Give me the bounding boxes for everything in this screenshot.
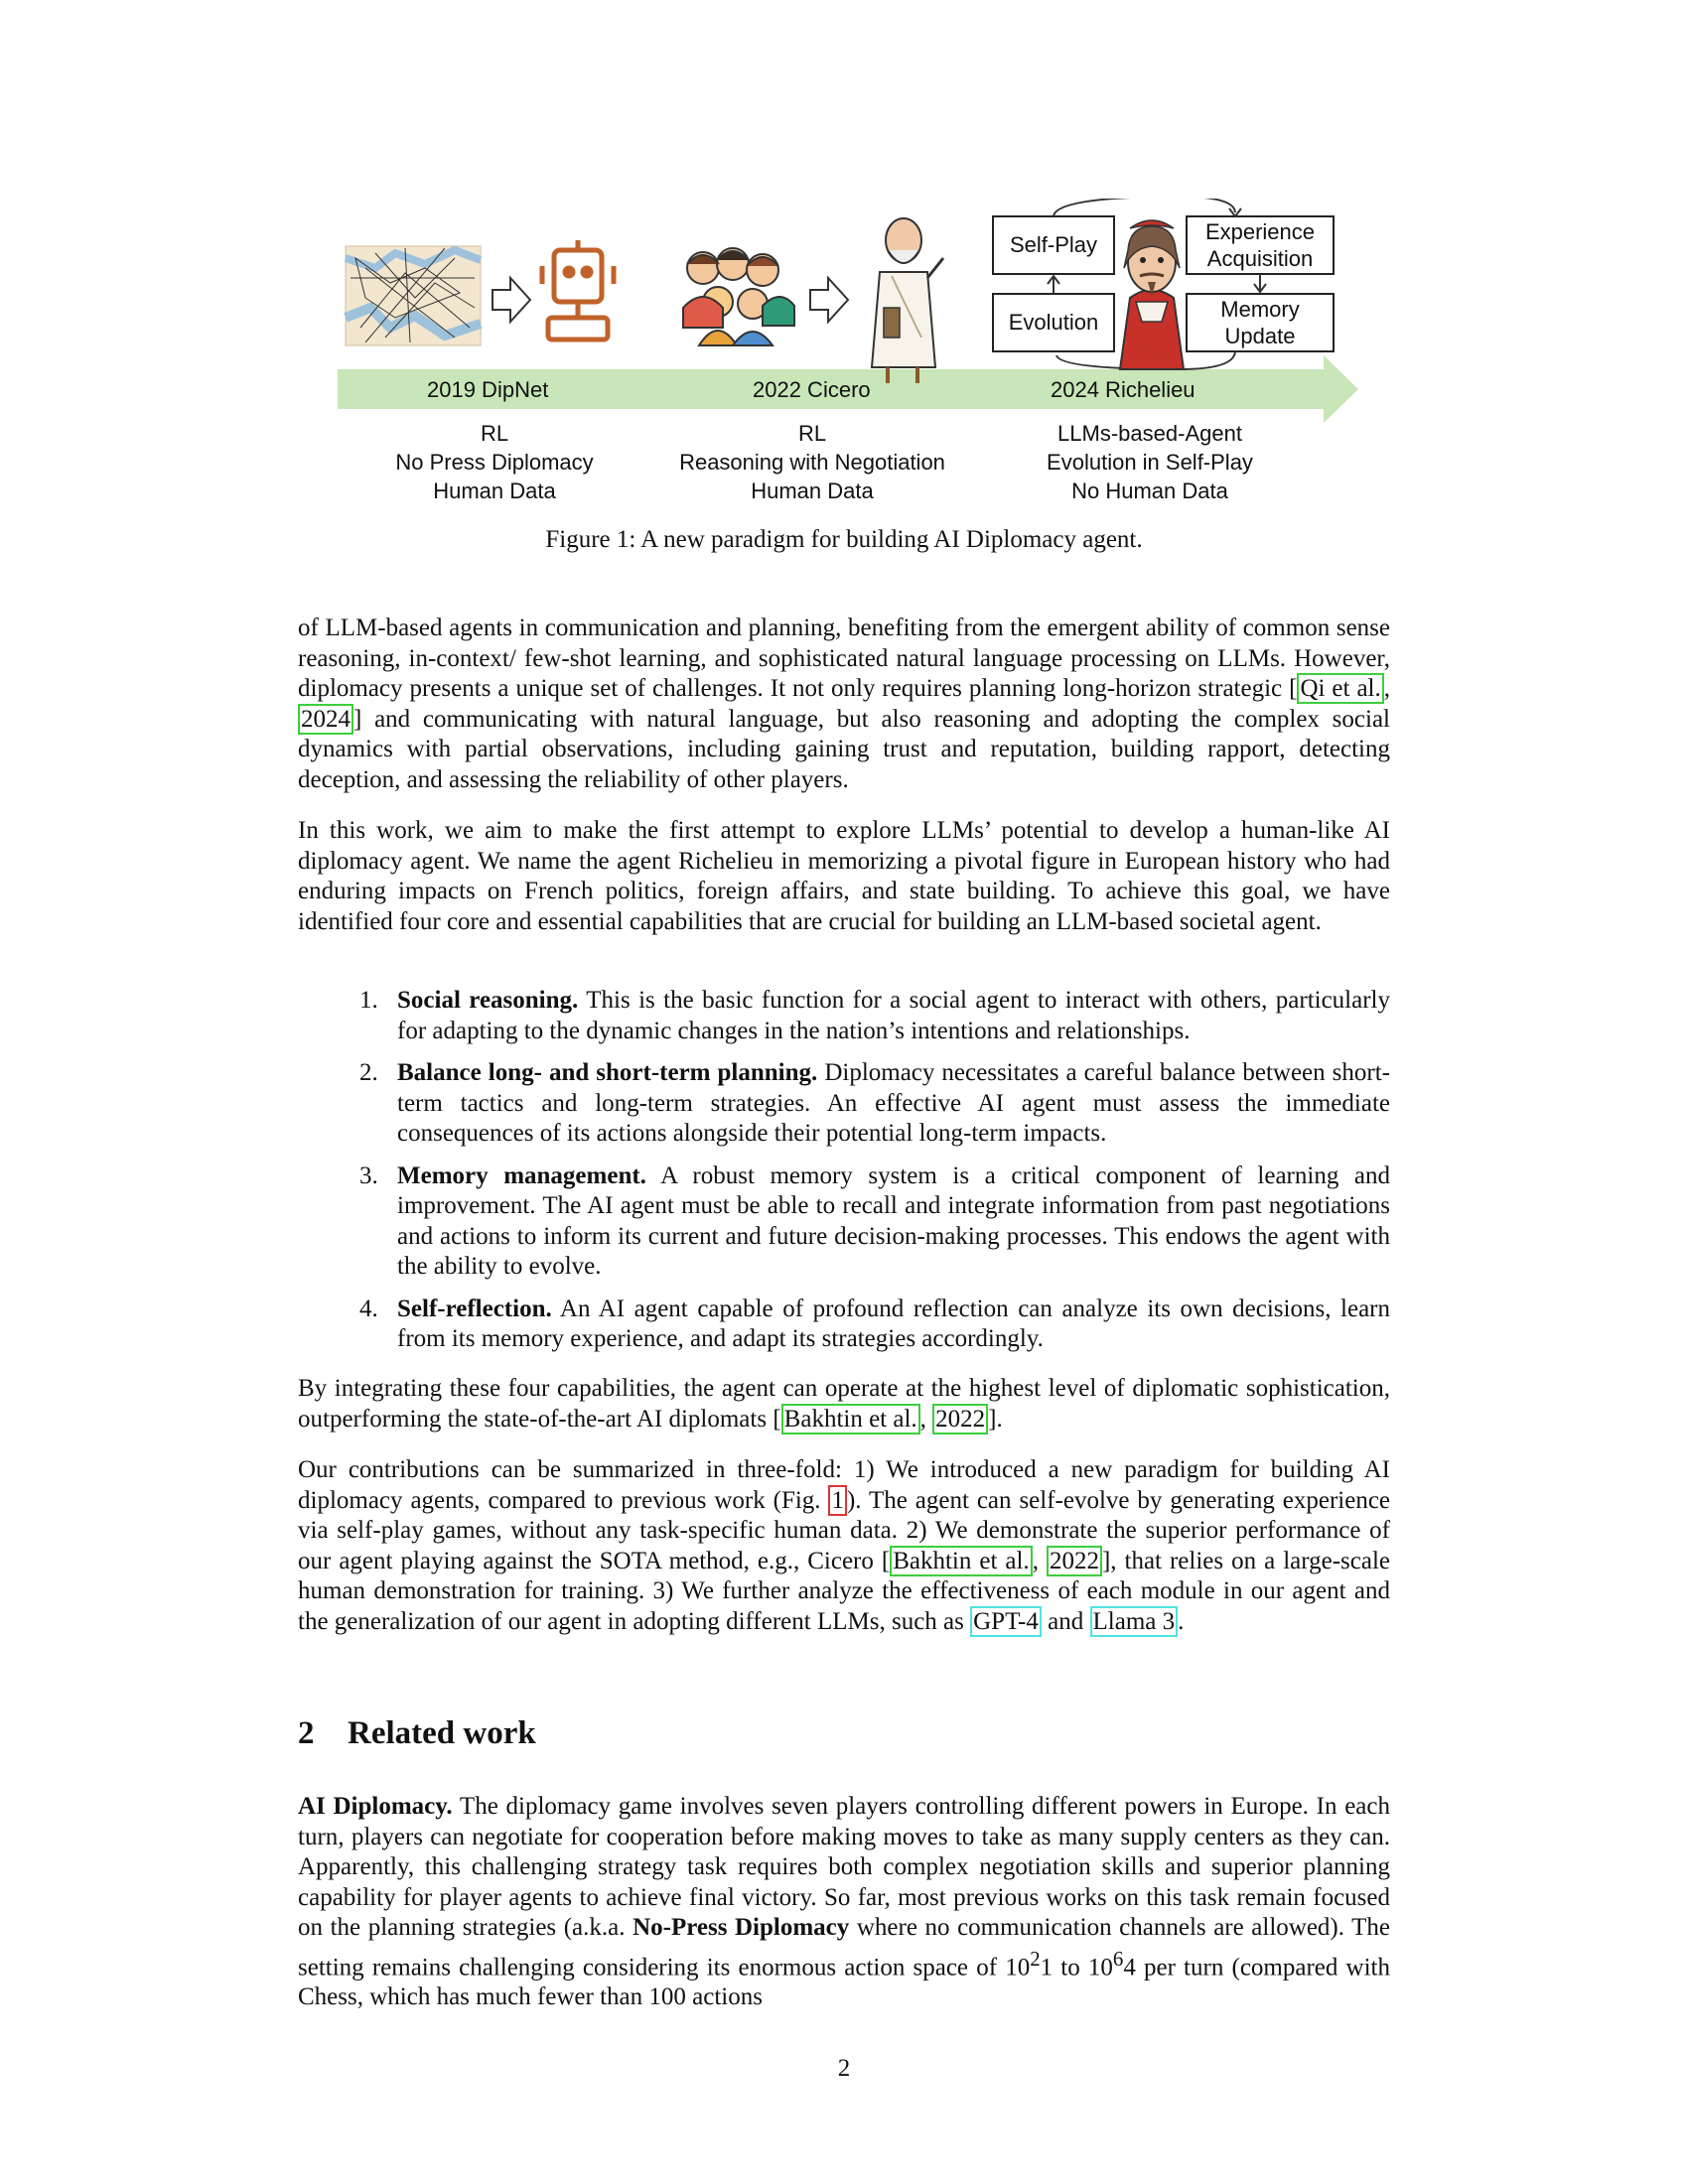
list-item-text: A robust memory system is a critical component of learning and improvement. The AI agent must be able to recall and integrate information from past negotiations and actions to inform its current and future decision-making processes. This endows the agent with the ability to evolve. (397, 1161, 1391, 1280)
list-item (298, 1058, 1390, 1150)
era-description-cicero (653, 419, 971, 505)
paragraph-text: In this work, we aim to make the first attempt to explore LLMs’ potential to develop a human-like AI diplomacy agent. We name the agent Richelieu in memorizing a pivotal figure in European history who had enduring impacts on French politics, foreign affairs, and state building. To achieve this goal, we have identified four core and essential capabilities that are crucial for building an LLM-based societal agent. (298, 817, 1390, 935)
memory-update-label: Memory Update (1220, 297, 1300, 348)
experience-acquisition-label: Experience Acquisition (1204, 219, 1316, 271)
paragraph-text: ). The agent can self-evolve by generating experience via self-play games, without any task-specific human data. 2) We demonstrate the superior performance of our agent playing against the SOTA method, e.g., Cicero [ (298, 1486, 1391, 1574)
figure-ref-link[interactable]: 1 (828, 1485, 847, 1516)
paragraph-text: By integrating these four capabilities, the agent can operate at the highest level of diplomatic sophistication, outperforming the state-of-the-art AI diplomats [ (298, 1375, 1390, 1433)
paragraph-lead: AI Diplomacy. (298, 1793, 453, 1820)
philosopher-icon (872, 218, 943, 383)
figure-caption: Figure 1: A new paradigm for building AI Diplomacy agent. (545, 526, 1143, 553)
capabilities-list (298, 986, 1390, 1367)
list-item (298, 986, 1390, 1046)
page-number: 2 (837, 2055, 851, 2082)
era-line: No Human Data (1071, 478, 1228, 503)
evolution-label: Evolution (1008, 310, 1099, 335)
math-base: 10 (1005, 1953, 1031, 1980)
math-tail: 1 (1040, 1953, 1054, 1980)
list-number: 2. (359, 1059, 378, 1086)
figure-1 (336, 199, 1368, 516)
section-heading (298, 1715, 536, 1752)
era-line: Human Data (433, 478, 556, 503)
citation-link[interactable]: 2024 (298, 704, 353, 735)
list-item-text: An AI agent capable of profound reflection can analyze its own decisions, learn from its memory experience, and adapt its strategies accordingly. (397, 1295, 1390, 1352)
math-exponent: 2 (1030, 1946, 1041, 1971)
bold-term: No-Press Diplomacy (633, 1914, 850, 1941)
era-description-richelieu (991, 419, 1309, 505)
list-item-title: Self-reflection. (397, 1295, 552, 1322)
self-play-label: Self-Play (1009, 232, 1098, 257)
people-group-icon (683, 248, 794, 345)
cycle-arrow-top (1054, 199, 1235, 216)
paragraph-this-work (298, 816, 1390, 937)
list-item-title: Balance long- and short-term planning. (397, 1059, 818, 1086)
era-description-dipnet (336, 419, 653, 505)
list-item (298, 1295, 1390, 1355)
list-item-text: Diplomacy necessitates a careful balance between short-term tactics and long-term strategies. An effective AI agent must assess the immediate consequences of its actions alongside their potential long-term impacts. (397, 1059, 1391, 1147)
math-base: 10 (1087, 1953, 1113, 1980)
paragraph-text: . (1178, 1607, 1185, 1635)
citation-link[interactable]: Qi et al. (1297, 673, 1383, 704)
math-exponent: 6 (1112, 1946, 1124, 1971)
paragraph-text: and communicating with natural language, but also reasoning and adopting the complex social dynamics with partial observations, including gaining trust and reputation, building rapport, detecting deception, and assessing the reliability of other players. (298, 705, 1390, 793)
list-number: 1. (359, 987, 378, 1014)
list-item (298, 1161, 1390, 1283)
paragraph-ai-diplomacy (298, 1792, 1390, 2013)
list-number: 3. (359, 1161, 378, 1189)
era-label-richelieu: 2024 Richelieu (1051, 377, 1196, 402)
europe-map-image (346, 246, 481, 345)
era-line: No Press Diplomacy (395, 450, 594, 475)
era-line: Reasoning with Negotiation (679, 450, 945, 475)
paragraph-contributions: Our contributions can be summarized in three-fold: 1) We introduced a new paradigm for building AI diplomacy agents, compared to previous work (Fig. 1 ). The agent can self-evolve by generating experience via self-play games, without any task-specific human data. 2) We demonstrate the superior performance of our agent playing against the SOTA method, e.g., Cicero [ Bakhtin et al. , 2022 ], that relies on a large-scale human demonstration for training. 3) We further analyze the effectiveness of each module in our agent and the generalization of our agent in adopting different LLMs, such as GPT-4 and Llama 3 . (298, 1456, 1391, 1635)
paragraph-text: The diplomacy game involves seven players controlling different powers in Europe. In each turn, players can negotiate for cooperation before making moves to take as many supply centers as they can. Apparently, this challenging strategy task requires both complex negotiation skills and superior planning capability for player agents to achieve final victory. So far, most previous works on this task remain focused on the planning strategies (a.k.a. (298, 1793, 1390, 1941)
hollow-arrow-2 (810, 278, 848, 322)
paragraph-intro: of LLM-based agents in communication and planning, benefiting from the emergent ability of common sense reasoning, in-context/ few-shot learning, and sophisticated natural language processing on LLMs. However, diplomacy presents a unique set of challenges. It not only requires planning long-horizon strategic [ Qi et al. , 2024 ] and communicating with natural language, but also reasoning and adopting the complex social dynamics with partial observations, including gaining trust and reputation, building rapport, detecting deception, and assessing the reliability of other players. (298, 614, 1390, 793)
era-label-dipnet: 2019 DipNet (427, 377, 549, 402)
paragraph-text: and (1048, 1607, 1084, 1635)
citation-link[interactable]: 2022 (932, 1404, 988, 1434)
era-line: LLMs-based-Agent (1057, 421, 1242, 446)
list-item-text: This is the basic function for a social agent to interact with others, particularly for adapting to the dynamic changes in the nation’s intentions and relationships. (397, 987, 1390, 1044)
paragraph-integrating: By integrating these four capabilities, the agent can operate at the highest level of diplomatic sophistication, outperforming the state-of-the-art AI diplomats [ Bakhtin et al. , 2022 ]. (298, 1375, 1390, 1433)
era-line: RL (480, 421, 509, 446)
url-link-gpt4[interactable]: GPT-4 (970, 1606, 1042, 1637)
era-label-cicero: 2022 Cicero (753, 377, 871, 402)
paragraph-text: to (1053, 1953, 1088, 1980)
section-number: 2 (298, 1715, 315, 1751)
citation-link[interactable]: Bakhtin et al. (890, 1546, 1032, 1576)
paragraph-text: Our contributions can be summarized in three-fold: 1) We introduced a new paradigm for building AI diplomacy agents, compared to previous work (Fig. (298, 1456, 1390, 1514)
paragraph-text: ]. (988, 1405, 1003, 1433)
url-link-llama3[interactable]: Llama 3 (1090, 1606, 1179, 1637)
list-item-title: Memory management. (397, 1161, 646, 1189)
era-line: RL (797, 421, 827, 446)
richelieu-portrait-image (1120, 220, 1184, 369)
list-number: 4. (359, 1295, 378, 1322)
math-tail: 4 (1123, 1953, 1136, 1980)
paragraph-text: where no communication channels are allowed). The setting remains challenging considering its enormous action space of (298, 1914, 1390, 1980)
hollow-arrow-1 (492, 278, 530, 322)
paragraph-text: per turn (compared with Chess, which has much fewer than 100 actions (298, 1953, 1390, 2011)
paragraph-text: ], that relies on a large-scale human demonstration for training. 3) We further analyze the effectiveness of each module in our agent and the generalization of our agent in adopting different LLMs, such as (298, 1547, 1390, 1635)
citation-link[interactable]: Bakhtin et al. (781, 1404, 920, 1434)
era-line: Evolution in Self-Play (1047, 450, 1253, 475)
citation-link[interactable]: 2022 (1047, 1546, 1102, 1576)
robot-icon (542, 240, 614, 340)
era-line: Human Data (751, 478, 874, 503)
list-item-title: Social reasoning. (397, 987, 579, 1014)
paragraph-text: of LLM-based agents in communication and planning, benefiting from the emergent ability of common sense reasoning, in-context/ few-shot learning, and sophisticated natural language processing on LLMs. However, diplomacy presents a unique set of challenges. It not only requires planning long-horizon strategic (298, 614, 1390, 702)
section-title: Related work (348, 1715, 536, 1751)
